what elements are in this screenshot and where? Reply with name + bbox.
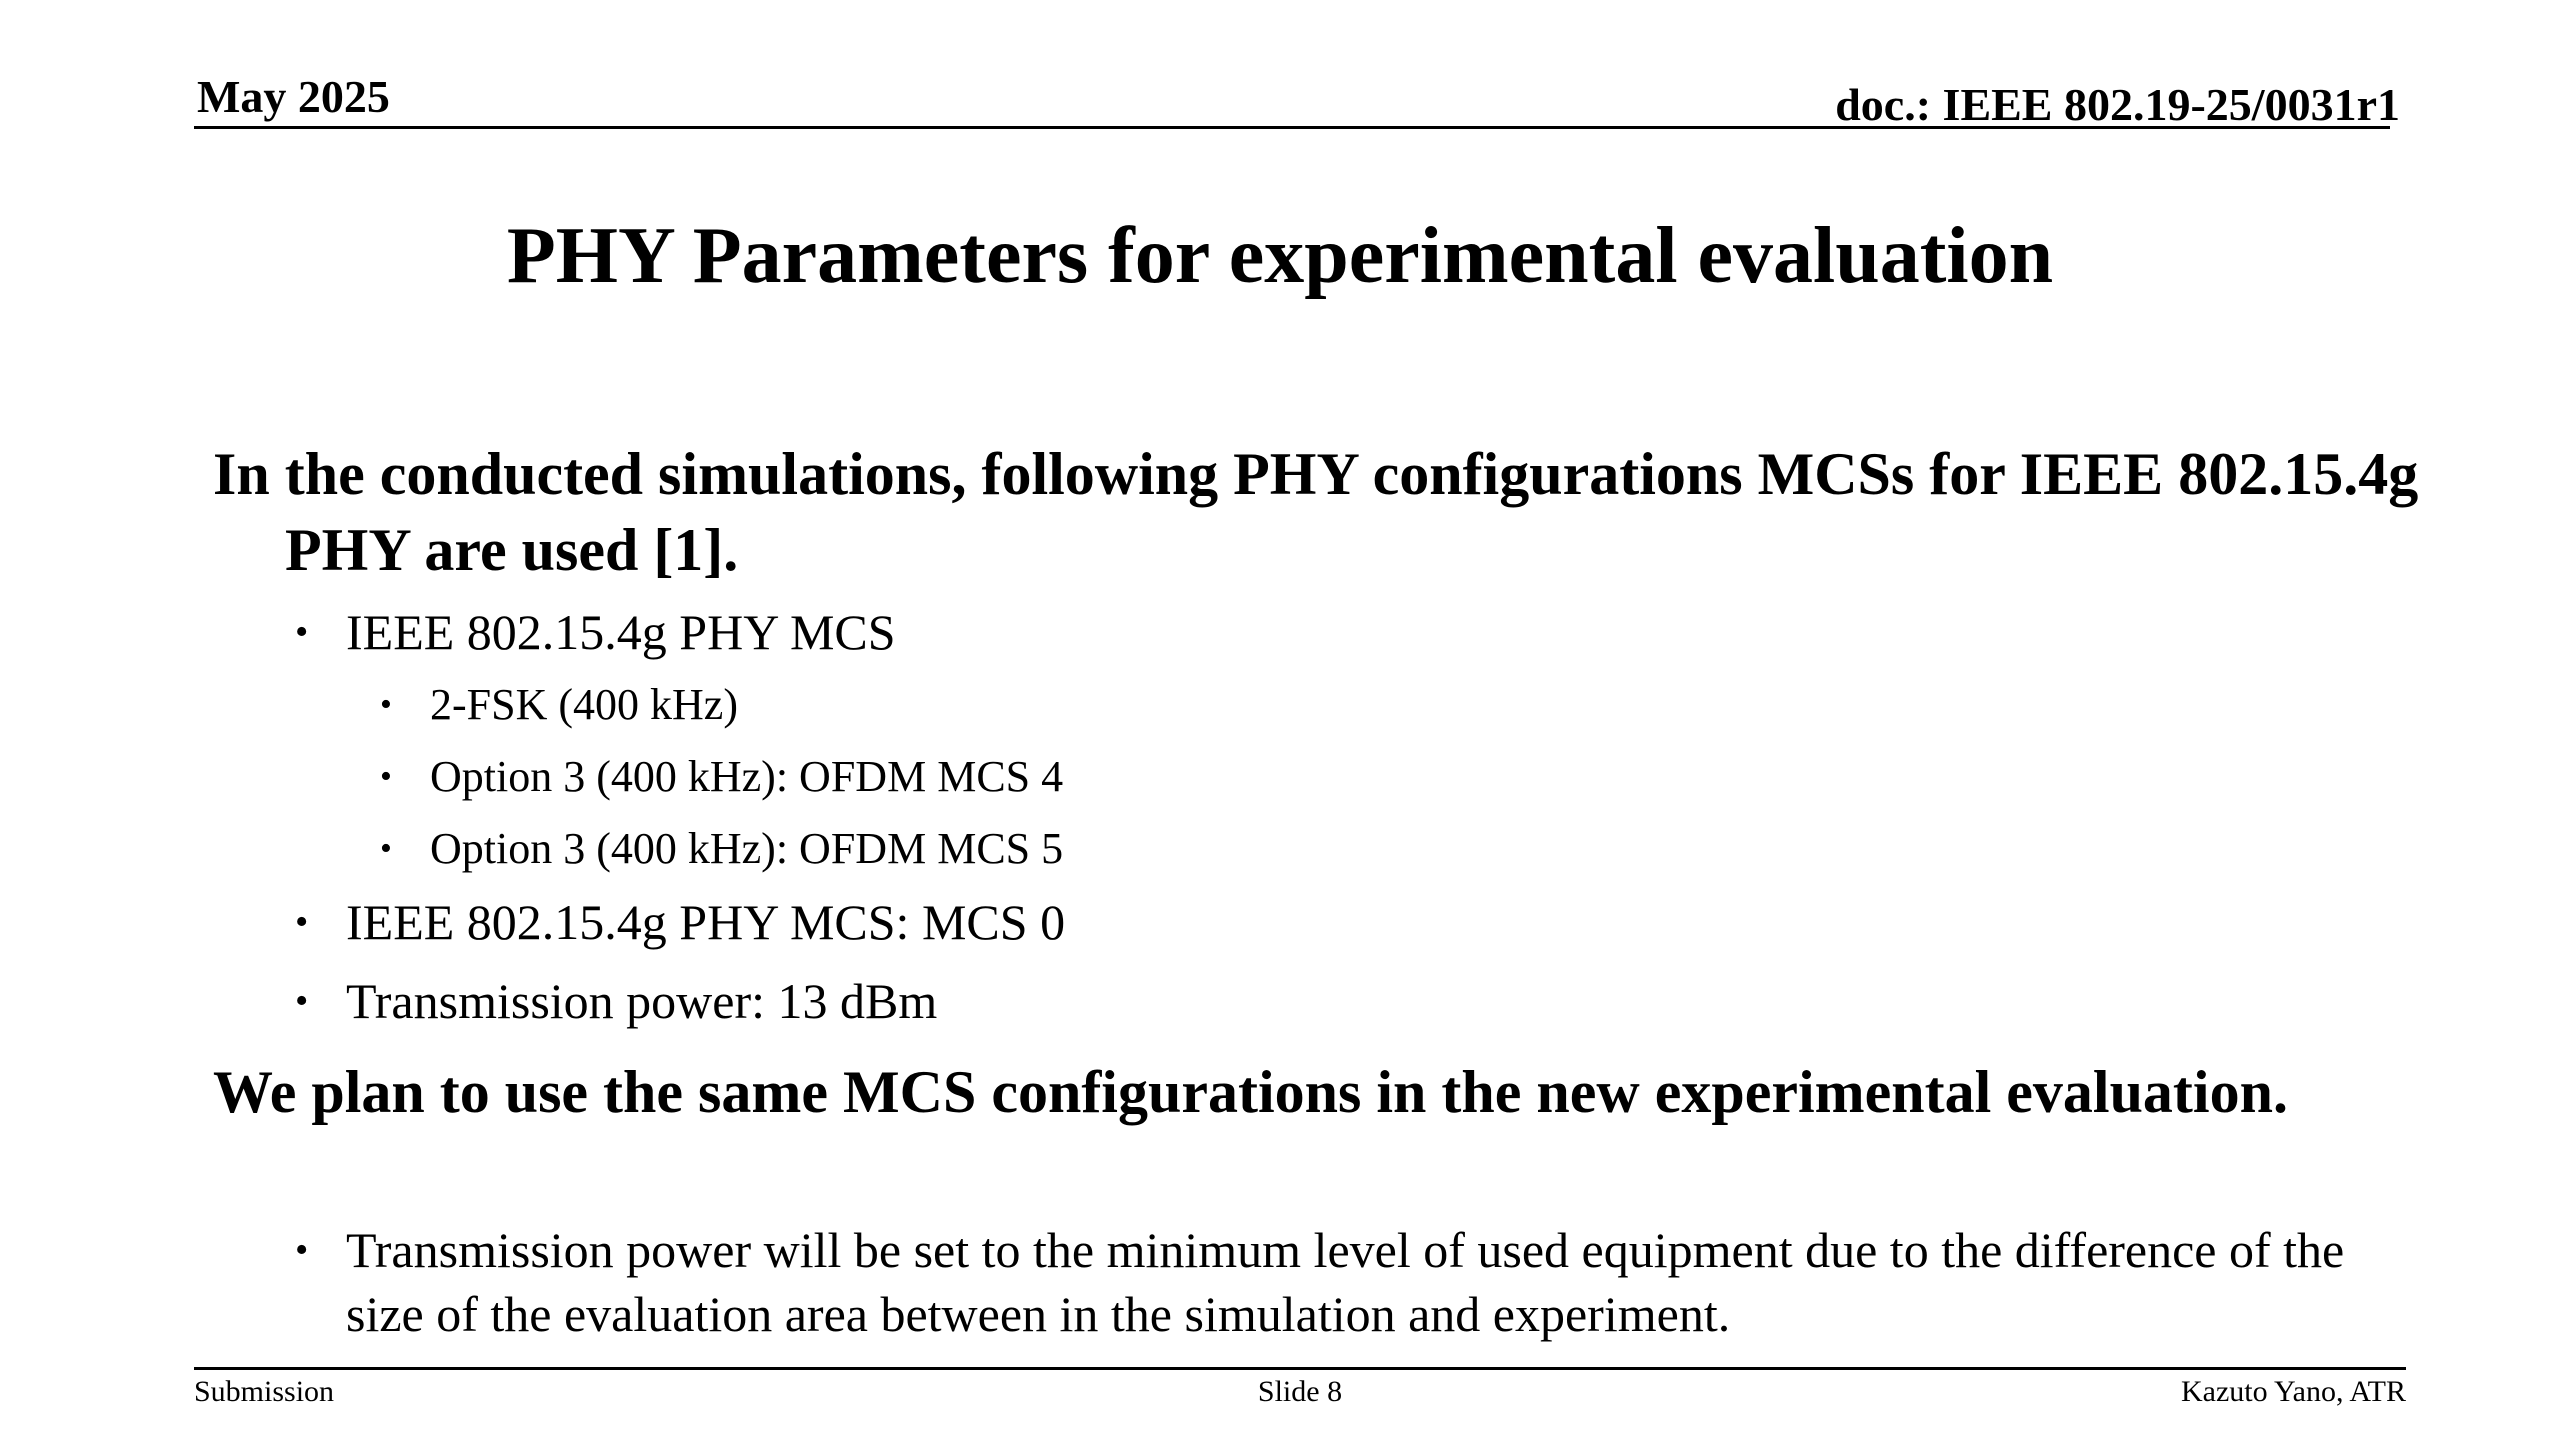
bullet-icon: • xyxy=(295,1229,309,1271)
footer-author: Kazuto Yano, ATR xyxy=(2180,1375,2406,1408)
bullet-text: Option 3 (400 kHz): OFDM MCS 5 xyxy=(430,824,1064,873)
list-item xyxy=(295,969,937,1033)
list-item xyxy=(295,890,1065,954)
body-paragraph-1: In the conducted simulations, following PHY configurations MCSs for IEEE 802.15.4g PHY are used [1]. xyxy=(213,441,2419,583)
list-item xyxy=(295,1218,2366,1346)
header-date: May 2025 xyxy=(197,71,390,122)
header-doc-id: doc.: IEEE 802.19-25/0031r1 xyxy=(1835,79,2400,130)
bullet-text: IEEE 802.15.4g PHY MCS: MCS 0 xyxy=(346,894,1066,950)
footer-divider xyxy=(194,1367,2406,1370)
bullet-text: Transmission power: 13 dBm xyxy=(346,973,938,1029)
bullet-icon: • xyxy=(295,611,309,653)
bullet-icon: • xyxy=(380,758,392,795)
bullet-text: Option 3 (400 kHz): OFDM MCS 4 xyxy=(430,752,1064,801)
bullet-text: IEEE 802.15.4g PHY MCS xyxy=(346,604,896,660)
slide-title: PHY Parameters for experimental evaluation xyxy=(506,212,2054,300)
header-divider xyxy=(194,126,2390,129)
list-item xyxy=(380,749,1063,805)
bullet-icon: • xyxy=(295,901,309,943)
list-item xyxy=(295,600,896,664)
footer-submission: Submission xyxy=(194,1375,335,1408)
list-item xyxy=(380,677,738,733)
bullet-icon: • xyxy=(295,980,309,1022)
bullet-text: 2-FSK (400 kHz) xyxy=(430,680,738,729)
list-item xyxy=(380,821,1063,877)
bullet-icon: • xyxy=(380,686,392,723)
body-paragraph-2: We plan to use the same MCS configurations in the new experimental evaluation. xyxy=(213,1059,2288,1125)
bullet-icon: • xyxy=(380,830,392,867)
footer-slide-number: Slide 8 xyxy=(1257,1375,1343,1408)
bullet-text: Transmission power will be set to the minimum level of used equipment due to the difference of the size of the evaluation area between in the simulation and experiment. xyxy=(346,1222,2345,1342)
